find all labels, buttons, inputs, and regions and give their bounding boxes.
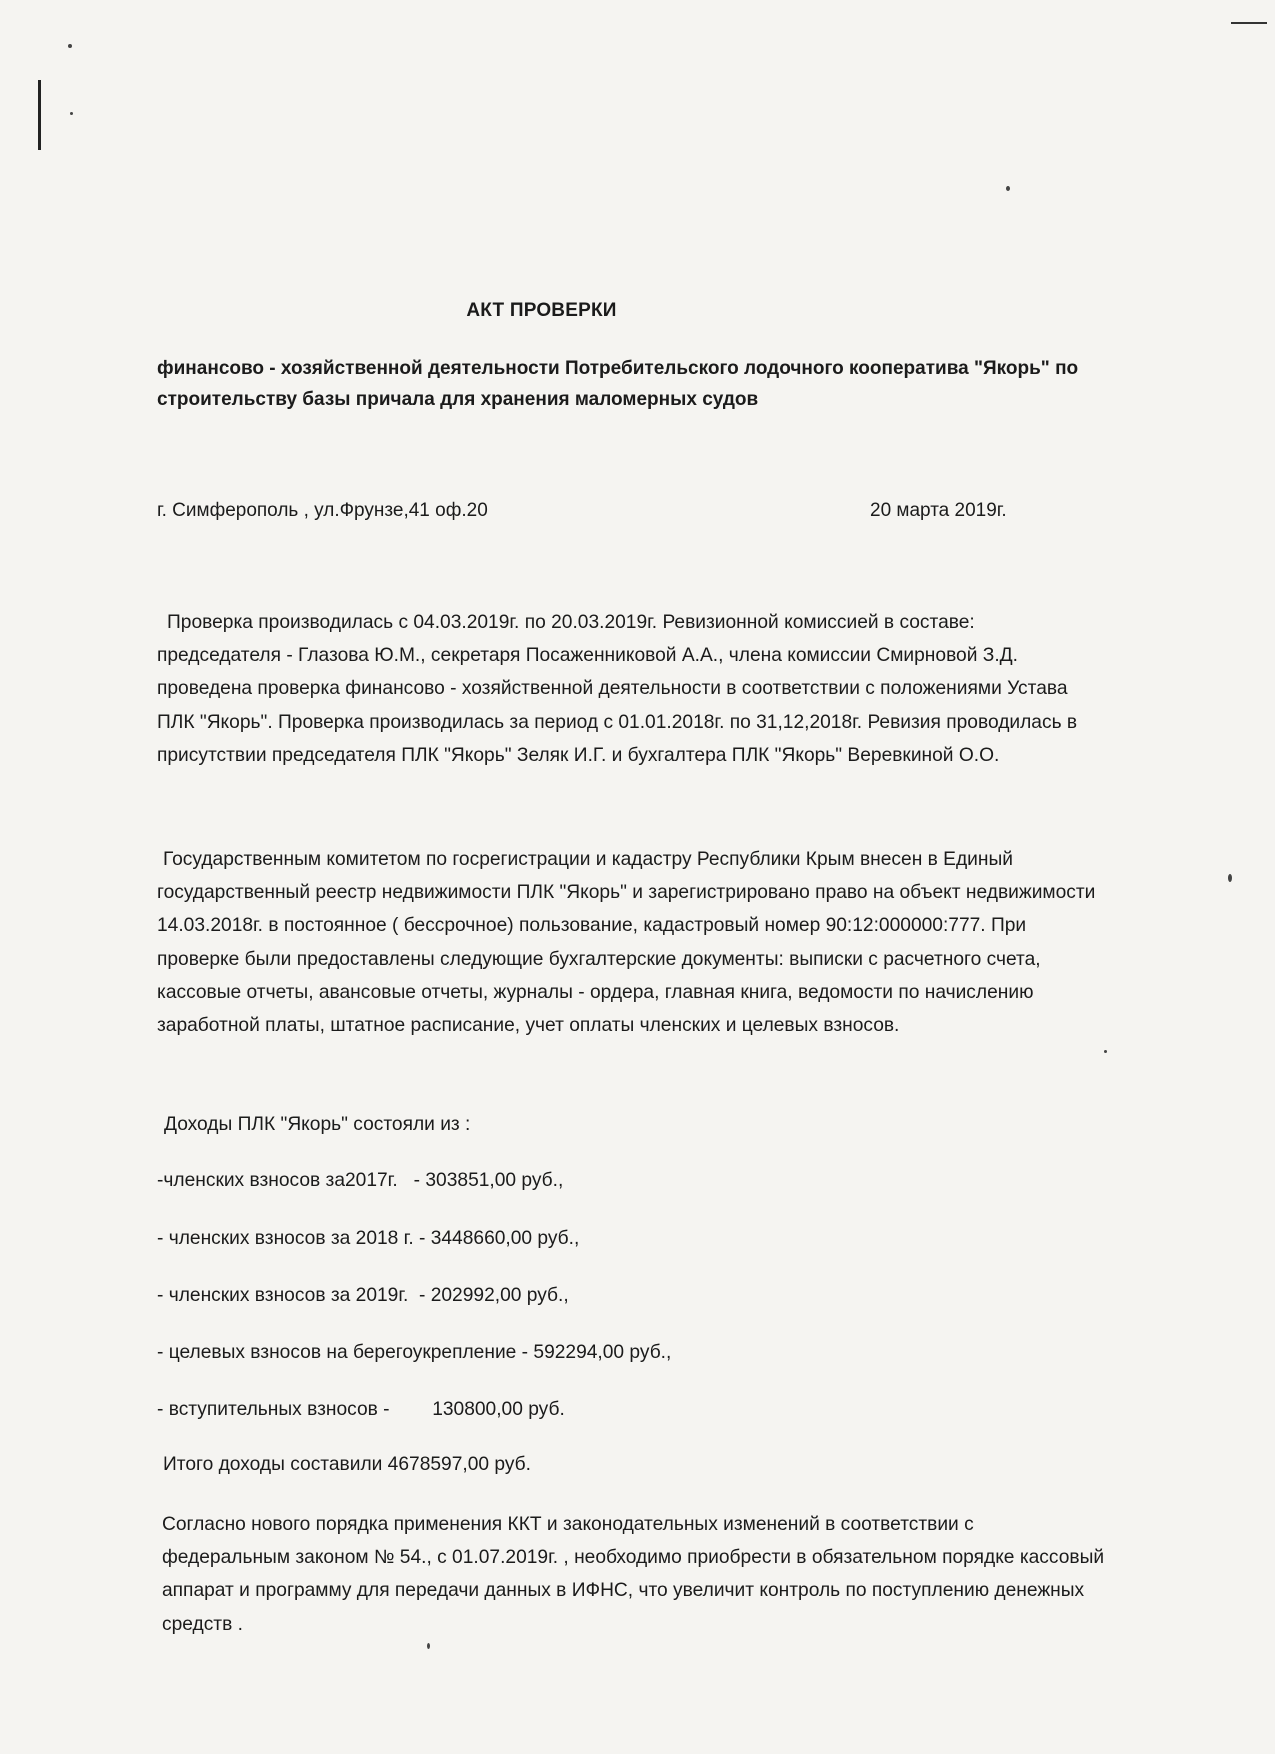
document-title: АКТ ПРОВЕРКИ — [466, 300, 617, 321]
kkt-paragraph: Согласно нового порядка применения ККТ и законодательных изменений в соответствии с федеральным законом № 54., с 01.07.2019г. , необходимо приобрести в обязательном порядке кассовый аппарат и программу для передачи данных в ИФНС, что увеличит контроль по поступлению денежных средств . — [162, 1514, 1105, 1635]
income-total: Итого доходы составили 4678597,00 руб. — [163, 1454, 531, 1475]
document-subtitle: финансово - хозяйственной деятельности Потребительского лодочного кооператива "Якорь" по строительству базы причала для хранения маломерных судов — [157, 358, 1079, 410]
income-item: -членских взносов за2017г. - 303851,00 руб., — [157, 1170, 564, 1191]
income-item: - целевых взносов на берегоукрепление - 592294,00 руб., — [157, 1342, 672, 1363]
scan-speck — [1104, 1050, 1107, 1053]
scan-corner-mark — [1231, 22, 1267, 24]
income-item: - членских взносов за 2019г. - 202992,00 руб., — [157, 1285, 569, 1306]
income-item: - вступительных взносов - 130800,00 руб. — [157, 1399, 565, 1420]
scan-speck — [68, 44, 72, 48]
document-date: 20 марта 2019г. — [870, 500, 1007, 521]
scan-speck — [70, 112, 73, 115]
scan-speck — [1006, 186, 1010, 191]
registration-paragraph: Государственным комитетом по госрегистрации и кадастру Республики Крым внесен в Единый государственный реестр недвижимости ПЛК "Якорь" и зарегистрировано право на объект недвижимости 14.03.2018г. в постоянное ( бессрочное) пользование, кадастровый номер 90:12:000000:777. При проверке были предоставлены следующие бухгалтерские документы: выписки с расчетного счета, кассовые отчеты, авансовые отчеты, журналы - ордера, главная книга, ведомости по начислению заработной платы, штатное расписание, учет оплаты членских и целевых взносов. — [157, 849, 1096, 1037]
scan-edge-mark — [38, 80, 41, 150]
inspection-paragraph: Проверка производилась с 04.03.2019г. по 20.03.2019г. Ревизионной комиссией в составе: председателя - Глазова Ю.М., секретаря Посаженниковой А.А., члена комиссии Смирновой З.Д. проведена проверка финансово - хозяйственной деятельности в соответствии с положениями Устава ПЛК "Якорь". Проверка производилась за период с 01.01.2018г. по 31,12,2018г. Ревизия проводилась в присутствии председателя ПЛК "Якорь" Зеляк И.Г. и бухгалтера ПЛК "Якорь" Веревкиной О.О. — [157, 612, 1078, 766]
scan-speck — [427, 1643, 430, 1649]
income-item: - членских взносов за 2018 г. - 3448660,00 руб., — [157, 1228, 580, 1249]
scan-speck — [1228, 874, 1232, 882]
document-place: г. Симферополь , ул.Фрунзе,41 оф.20 — [157, 500, 488, 521]
income-heading: Доходы ПЛК "Якорь" состояли из : — [164, 1114, 471, 1135]
